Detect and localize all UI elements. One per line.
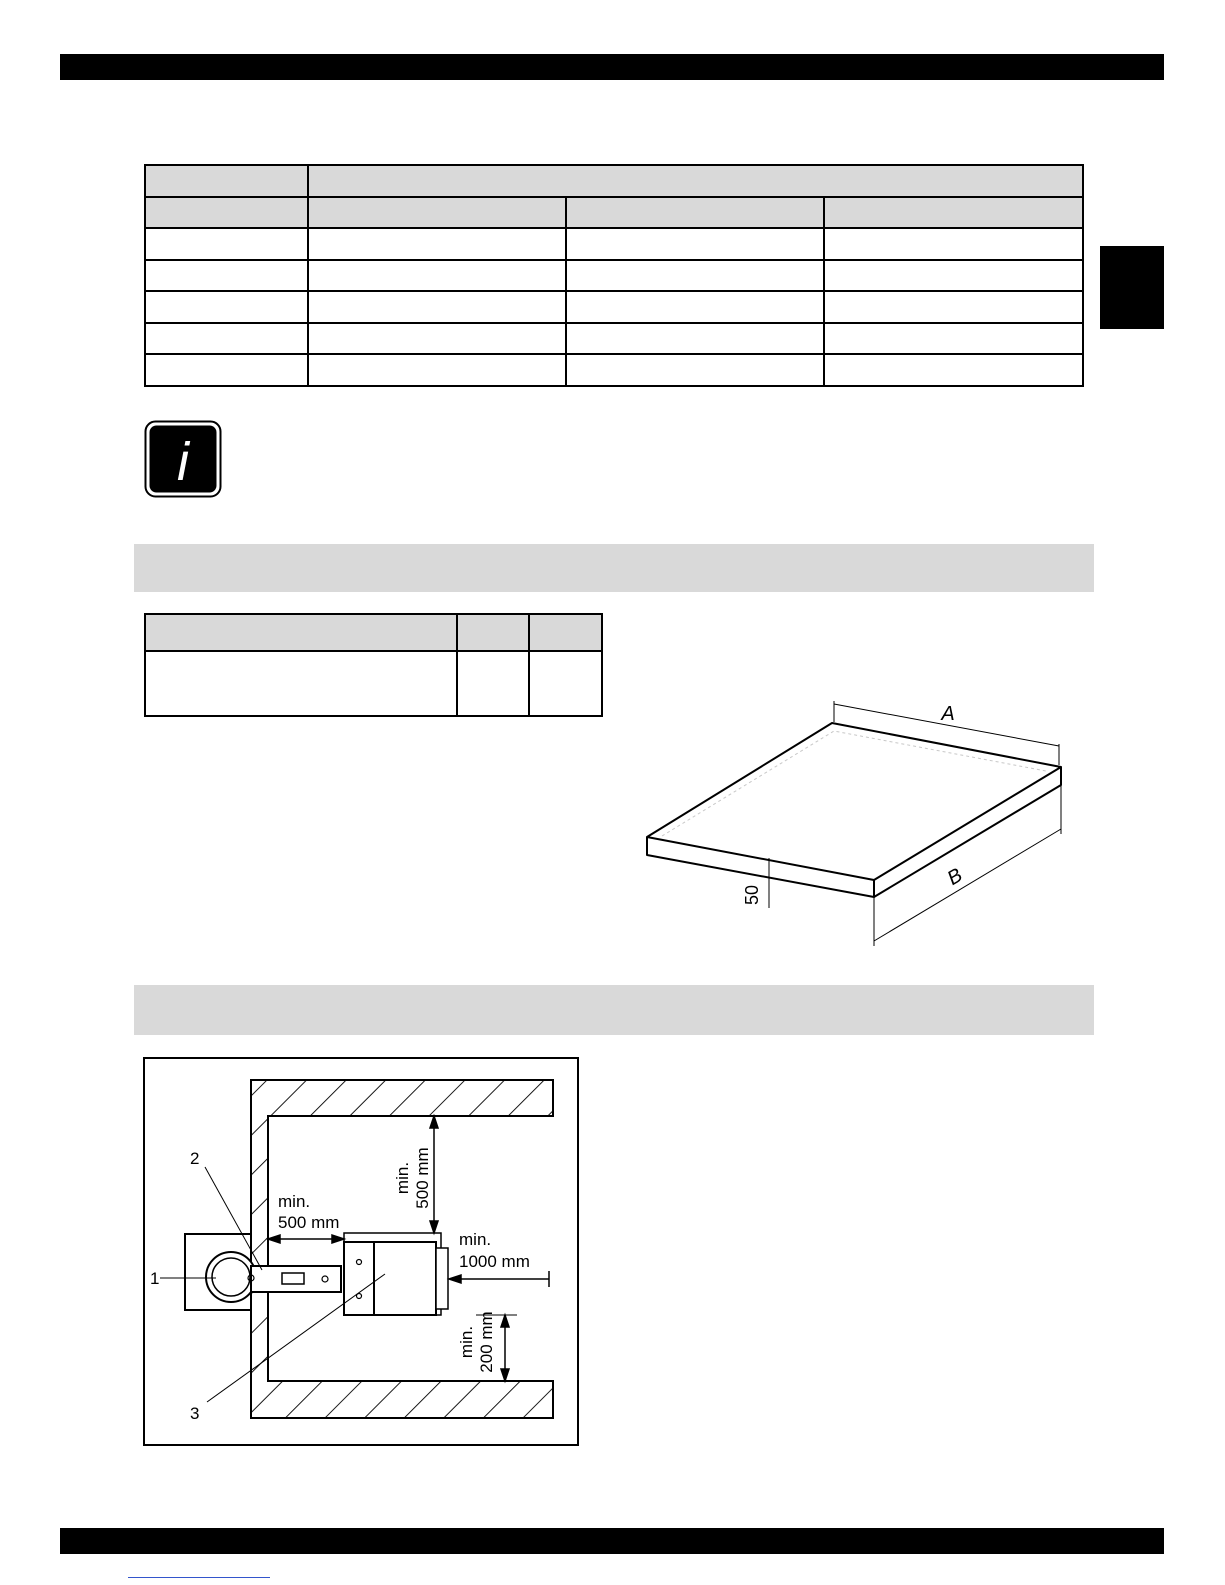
left-clearance-line2: 500 mm — [278, 1213, 340, 1232]
section-heading-band — [134, 985, 1094, 1035]
table-cell — [824, 323, 1083, 355]
top-header-bar — [60, 54, 1164, 80]
table-header-cell — [457, 614, 529, 651]
table-cell — [308, 291, 566, 323]
footer-link-underline[interactable] — [128, 1577, 270, 1578]
callout-chimney: 1 — [150, 1269, 160, 1288]
pad-dimensions-table — [144, 613, 603, 717]
table-row — [145, 354, 1083, 386]
base-pad-drawing — [640, 688, 1120, 958]
table-cell — [457, 651, 529, 716]
top-clearance-line1: min. — [393, 1161, 412, 1195]
table-cell — [824, 291, 1083, 323]
table-cell — [529, 651, 602, 716]
table-header-cell — [308, 165, 1083, 197]
table-cell — [566, 323, 824, 355]
top-clearance-line2: 500 mm — [413, 1147, 432, 1209]
table-header-cell — [145, 197, 308, 229]
dimension-label-height: 50 — [742, 884, 762, 906]
table-cell — [308, 228, 566, 260]
table-header-cell — [566, 197, 824, 229]
info-icon — [144, 420, 222, 498]
specification-table — [144, 164, 1084, 387]
info-icon-glyph: i — [177, 432, 189, 492]
table-row — [145, 651, 602, 716]
table-cell — [308, 260, 566, 292]
table-row — [145, 323, 1083, 355]
table-cell — [145, 354, 308, 386]
table-cell — [824, 354, 1083, 386]
dimension-label-b: B — [943, 864, 967, 890]
table-header-cell — [145, 614, 457, 651]
front-clearance-line2: 1000 mm — [459, 1252, 530, 1271]
table-cell — [566, 354, 824, 386]
bottom-footer-bar — [60, 1528, 1164, 1554]
callout-flue-pipe: 2 — [190, 1149, 200, 1168]
table-header-cell — [308, 197, 566, 229]
installation-clearance-diagram — [145, 1059, 577, 1444]
table-cell — [145, 228, 308, 260]
table-cell — [145, 291, 308, 323]
table-header-row — [145, 165, 1083, 197]
front-clearance-line1: min. — [459, 1230, 492, 1249]
table-cell — [824, 260, 1083, 292]
bottom-clearance-line1: min. — [457, 1325, 476, 1359]
table-cell — [566, 291, 824, 323]
clearance-diagram-frame — [143, 1057, 579, 1446]
table-cell — [824, 228, 1083, 260]
table-row — [145, 291, 1083, 323]
table-cell — [566, 228, 824, 260]
table-header-cell — [529, 614, 602, 651]
table-cell — [566, 260, 824, 292]
bottom-clearance-line2: 200 mm — [477, 1311, 496, 1373]
dimension-label-a: A — [941, 703, 955, 725]
table-subheader-row — [145, 197, 1083, 229]
table-header-cell — [145, 165, 308, 197]
table-cell — [308, 354, 566, 386]
table-header-cell — [824, 197, 1083, 229]
table-cell — [308, 323, 566, 355]
table-cell — [145, 260, 308, 292]
table-cell — [145, 651, 457, 716]
table-cell — [145, 323, 308, 355]
section-heading-band — [134, 544, 1094, 592]
table-header-row — [145, 614, 602, 651]
table-row — [145, 228, 1083, 260]
table-row — [145, 260, 1083, 292]
callout-boiler: 3 — [190, 1404, 200, 1423]
left-clearance-line1: min. — [278, 1192, 311, 1211]
language-side-tab — [1100, 246, 1164, 329]
